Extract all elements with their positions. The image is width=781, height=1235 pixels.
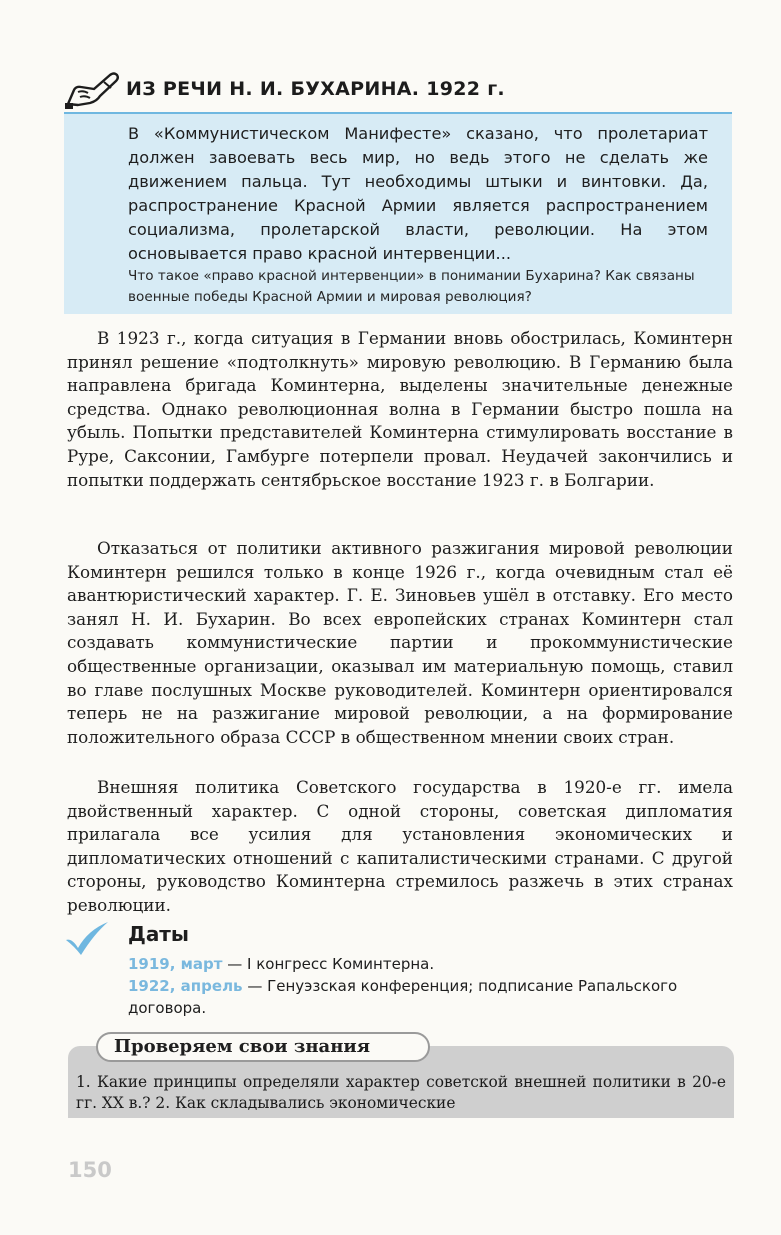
source-question: Что такое «право красной интервенции» в понимании Бухарина? Как связаны военные победы Красной Армии и мировая революция? [128,268,695,305]
body-paragraph-2: Отказаться от политики активного разжигания мировой революции Коминтерн решился только в конце 1926 г., когда очевидным стал её авантюристический характер. Г. Е. Зиновьев ушёл в отставку. Его место занял Н. И. Бухарин. Во всех европейских странах Коминтерн стал создавать коммунистические партии и прокоммунистические общественные организации, оказывал им материальную помощь, ставил во главе послушных Москве руководителей. Коминтерн ориентировался теперь не на разжигание мировой революции, а на формирование положительного образа СССР в общественном мнении своих стран. [67,538,733,747]
date-key: 1919, март [128,955,223,973]
dates-title: Даты [128,922,189,946]
writing-hand-icon [64,70,120,110]
check-knowledge-title: Проверяем свои знания [114,1036,371,1057]
date-item [128,975,733,1019]
dates-list [128,953,733,1019]
source-title: ИЗ РЕЧИ Н. И. БУХАРИНА. 1922 г. [126,78,505,100]
checkmark-icon [64,920,110,956]
check-knowledge-tab [96,1032,430,1062]
page-number: 150 [68,1158,112,1182]
source-header [64,70,732,116]
body-paragraph-1: В 1923 г., когда ситуация в Германии вновь обострилась, Коминтерн принял решение «подтолкнуть» мировую революцию. В Германию была направлена бригада Коминтерна, выделены значительные денежные средства. Однако революционная волна в Германии быстро пошла на убыль. Попытки представителей Коминтерна стимулировать восстание в Руре, Саксонии, Гамбурге потерпели провал. Неудачей закончились и попытки поддержать сентябрьское восстание 1923 г. в Болгарии. [67,328,733,490]
check-questions: 1. Какие принципы определяли характер советской внешней политики в 20-е гг. XX в.? 2. Как складывались экономические [76,1073,726,1112]
date-event: — Генуэзская конференция; подписание Рапальского договора. [128,977,678,1017]
date-event: — I конгресс Коминтерна. [227,955,435,973]
date-item [128,953,733,975]
source-box [64,114,732,314]
date-key: 1922, апрель [128,977,243,995]
body-paragraph-3: Внешняя политика Советского государства в 1920-е гг. имела двойственный характер. С одной стороны, советская дипломатия прилагала все усилия для установления экономических и дипломатических отношений с капиталистическими странами. С другой стороны, руководство Коминтерна стремилось разжечь в этих странах революции. [67,777,733,915]
source-quote: В «Коммунистическом Манифесте» сказано, что пролетариат должен завоевать весь мир, но ведь этого не сделать же движением пальца. Тут необходимы штыки и винтовки. Да, распространение Красной Армии является распространением социализма, пролетарской власти, революции. На этом основывается право красной интервенции... [128,124,708,263]
